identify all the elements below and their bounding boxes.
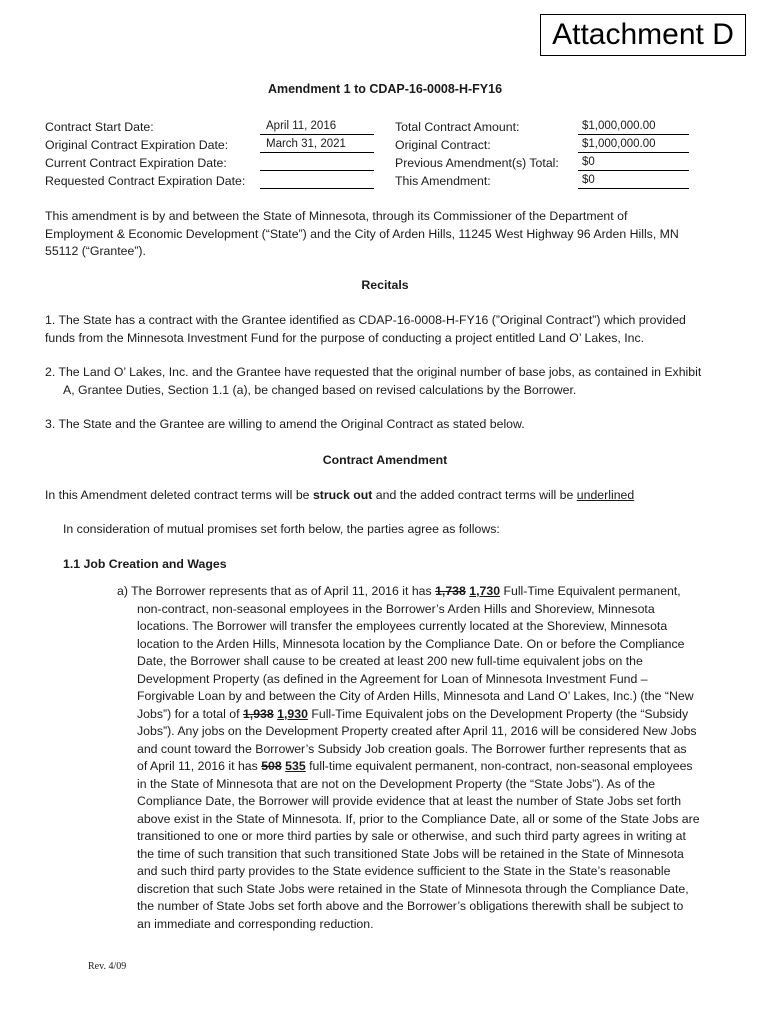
new-number: 1,730 <box>469 584 501 598</box>
requested-expiration-label: Requested Contract Expiration Date: <box>45 174 246 188</box>
header-values-left <box>260 117 374 189</box>
requested-expiration-field <box>260 171 374 189</box>
para-line: in the State of Minnesota that are not on the Development Property (the “State Jobs”). As of the <box>137 776 656 791</box>
original-expiration-field: March 31, 2021 <box>260 135 374 153</box>
struck-number: 1,738 <box>435 584 466 598</box>
para-line: the number of State Jobs set forth above and the Borrower’s obligations therewith shall be subject to <box>137 899 684 913</box>
para-line: non-contract, non-seasonal employees in the Borrower’s Arden Hills and Shoreview, Minnesota <box>137 601 655 616</box>
para-text: Full-Time Equivalent jobs on the Development Property (the “Subsidy <box>307 706 689 721</box>
paragraph-a <box>117 583 700 933</box>
recital-line: funds from the Minnesota Investment Fund for the purpose of conducting a project entitled Land O’ Lakes, Inc. <box>45 330 645 345</box>
para-line: locations. The Borrower will transfer the employees currently located at the Shoreview, Minnesota <box>137 619 668 633</box>
note-text: and the added contract terms will be <box>372 488 577 502</box>
para-line: discretion that such State Jobs were retained in the State of Minnesota through the Compliance Date, <box>137 881 689 896</box>
new-number: 535 <box>285 759 306 773</box>
para-line <box>137 758 700 776</box>
contract-start-date-label: Contract Start Date: <box>45 120 154 134</box>
deleted-terms-note <box>45 487 634 505</box>
para-text: a) The Borrower represents that as of April 11, 2016 it has <box>117 584 436 598</box>
page-title: Amendment 1 to CDAP-16-0008-H-FY16 <box>267 82 503 96</box>
contract-start-date-field: April 11, 2016 <box>260 117 374 135</box>
para-line: location to the Arden Hills, Minnesota location by the Compliance Date. On or before the Compliance <box>137 636 685 651</box>
previous-amendments-field: $0 <box>578 153 689 171</box>
previous-amendments-label: Previous Amendment(s) Total: <box>395 156 559 170</box>
current-expiration-field <box>260 153 374 171</box>
recital-1 <box>45 312 686 347</box>
para-line: Compliance Date, the Borrower will provide evidence that at least the number of State Jobs set forth <box>137 794 682 808</box>
intro-paragraph <box>45 208 679 261</box>
consideration-paragraph: In consideration of mutual promises set forth below, the parties agree as follows: <box>63 522 500 536</box>
original-contract-label: Original Contract: <box>395 138 491 152</box>
intro-line: Employment & Economic Development (“State”) and the City of Arden Hills, 11245 West Highway 96 Arden Hills, MN <box>45 226 679 241</box>
para-line: and such third party provides to the State evidence sufficient to the State in the State’s reasonable <box>137 864 671 878</box>
para-line: Jobs”). Any jobs on the Development Property created after April 11, 2016 will be considered New Jobs <box>137 724 697 738</box>
recital-2 <box>45 364 701 399</box>
new-number: 1,930 <box>277 706 308 721</box>
section-heading: 1.1 Job Creation and Wages <box>63 557 227 571</box>
para-line: and count toward the Borrower’s Subsidy Job creation goals. The Borrower further represents that as <box>137 741 687 756</box>
para-line: an immediate and corresponding reduction. <box>137 916 374 931</box>
intro-line: This amendment is by and between the State of Minnesota, through its Commissioner of the Department of <box>45 209 628 223</box>
header-values-right <box>578 117 689 189</box>
para-line: above exist in the State of Minnesota. If, prior to the Compliance Date, all or some of the State Jobs are <box>137 811 700 826</box>
total-contract-amount-field: $1,000,000.00 <box>578 117 689 135</box>
header-labels-right <box>395 118 559 190</box>
para-line: transitioned to one or more third parties by sale or otherwise, and such third party agrees in writing at <box>137 829 686 843</box>
intro-line: 55112 (“Grantee”). <box>45 244 146 258</box>
contract-amendment-heading: Contract Amendment <box>322 453 448 467</box>
header-labels-left <box>45 118 245 190</box>
current-expiration-label: Current Contract Expiration Date: <box>45 156 227 170</box>
recitals-heading: Recitals <box>361 278 409 292</box>
para-line: Date, the Borrower shall cause to be created at least 200 new full-time equivalent jobs on the <box>137 654 643 668</box>
para-text: Full-Time Equivalent permanent, <box>500 584 681 598</box>
attachment-label: Attachment D <box>540 14 746 56</box>
recital-line: 2. The Land O’ Lakes, Inc. and the Grantee have requested that the original number of base jobs, as contained in Exhibit <box>45 365 702 379</box>
para-line: Forgivable Loan by and between the City of Arden Hills, Minnesota and Land O’ Lakes, Inc.) (the “New <box>137 689 694 703</box>
para-line <box>117 583 700 601</box>
original-expiration-label: Original Contract Expiration Date: <box>45 138 229 152</box>
struck-number: 1,938 <box>242 706 274 721</box>
underlined-word: underlined <box>576 488 635 502</box>
struck-out-word: struck out <box>312 488 373 502</box>
this-amendment-label: This Amendment: <box>395 174 491 188</box>
note-text: In this Amendment deleted contract terms will be <box>45 488 313 502</box>
para-text: full-time equivalent permanent, non-contract, non-seasonal employees <box>305 759 693 773</box>
para-text: of April 11, 2016 it has <box>137 759 262 773</box>
recital-line: A, Grantee Duties, Section 1.1 (a), be changed based on revised calculations by the Borrower. <box>63 382 577 397</box>
recital-line: 1. The State has a contract with the Grantee identified as CDAP-16-0008-H-FY16 (”Original Contract”) which provided <box>45 313 686 327</box>
para-text: Jobs”) for a total of <box>137 706 243 721</box>
original-contract-field: $1,000,000.00 <box>578 135 689 153</box>
recital-3: 3. The State and the Grantee are willing to amend the Original Contract as stated below. <box>45 417 525 431</box>
total-contract-amount-label: Total Contract Amount: <box>395 120 520 134</box>
this-amendment-field: $0 <box>578 171 689 189</box>
para-line: Development Property (as defined in the Agreement for Loan of Minnesota Investment Fund – <box>137 671 648 686</box>
revision-footer: Rev. 4/09 <box>88 961 127 972</box>
para-line: the time of such transition that such transitioned State Jobs will be retained in the State of Minnesota <box>137 846 684 861</box>
para-line <box>137 706 700 724</box>
struck-number: 508 <box>261 759 282 773</box>
